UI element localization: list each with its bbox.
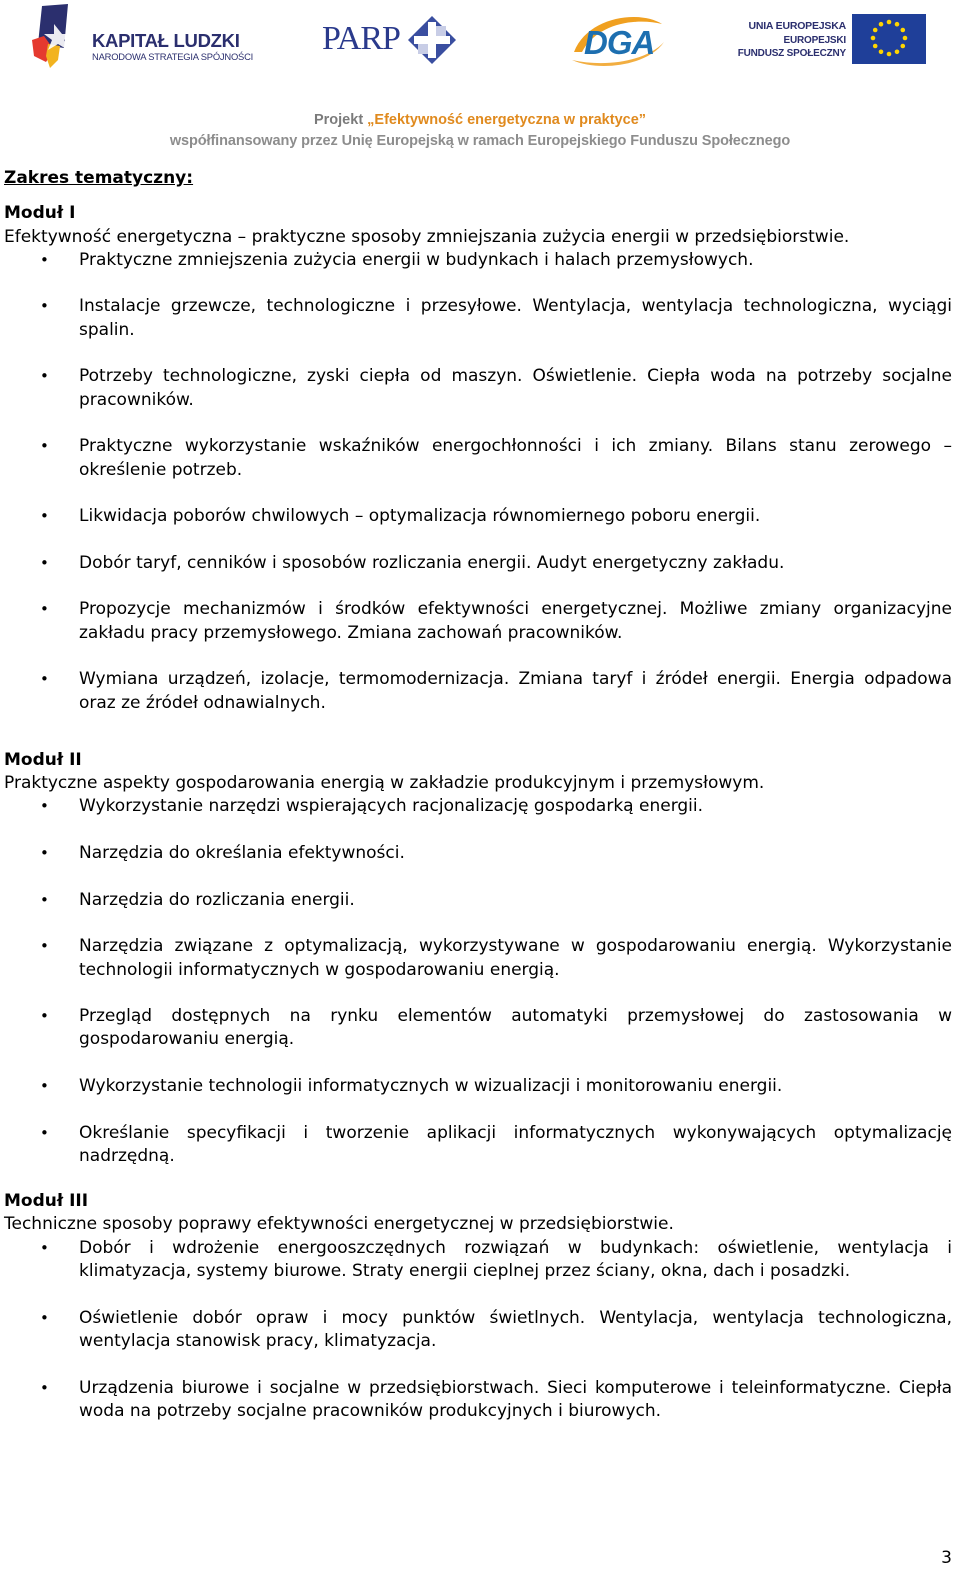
list-item bbox=[4, 935, 952, 982]
list-item-text: Praktyczne wykorzystanie wskaźników energochłonności i ich zmiany. Bilans stanu zerowego – określenie potrzeb. bbox=[79, 436, 952, 480]
bullet-icon: • bbox=[40, 670, 49, 689]
section-title: Zakres tematyczny: bbox=[4, 168, 194, 188]
bullet-icon: • bbox=[40, 250, 49, 269]
bullet-icon: • bbox=[40, 1378, 49, 1397]
module-3-title: Moduł III bbox=[4, 1191, 89, 1212]
list-item bbox=[4, 249, 952, 272]
bullet-icon: • bbox=[40, 890, 49, 909]
cofinancing-note: współfinansowany przez Unię Europejską w ramach Europejskiego Funduszu Społecznego bbox=[169, 133, 791, 149]
document-body bbox=[4, 167, 952, 1423]
list-item-text: Narzędzia do określania efektywności. bbox=[79, 843, 405, 864]
parp-wordmark: PARP bbox=[322, 20, 400, 57]
bullet-icon: • bbox=[40, 844, 49, 863]
list-item bbox=[4, 1122, 952, 1169]
parp-logo bbox=[322, 14, 462, 66]
list-item-text: Przegląd dostępnych na rynku elementów automatyki przemysłowej do zastosowania w gospodarowaniu energią. bbox=[79, 1006, 952, 1050]
list-item-text: Oświetlenie dobór opraw i mocy punktów świetlnych. Wentylacja, wentylacja technologiczna, wentylacja stanowisk pracy, klimatyzacja. bbox=[79, 1307, 952, 1351]
bullet-icon: • bbox=[40, 1308, 49, 1327]
list-item-text: Wykorzystanie technologii informatycznych w wizualizacji i monitorowaniu energii. bbox=[79, 1075, 783, 1096]
list-item-text: Urządzenia biurowe i socjalne w przedsiębiorstwach. Sieci komputerowe i teleinformatyczne. Ciepła woda na potrzeby socjalne pracowników produkcyjnych i biurowych. bbox=[79, 1377, 952, 1421]
list-item-text: Potrzeby technologiczne, zyski ciepła od maszyn. Oświetlenie. Ciepła woda na potrzeby socjalne pracowników. bbox=[79, 366, 952, 410]
list-item bbox=[4, 795, 952, 818]
module-2-title: Moduł II bbox=[4, 749, 82, 770]
list-item bbox=[4, 505, 952, 528]
kapital-ludzki-title: KAPITAŁ LUDZKI bbox=[92, 30, 240, 51]
list-item bbox=[4, 1005, 952, 1052]
list-item bbox=[4, 1377, 952, 1424]
list-item bbox=[4, 598, 952, 645]
list-item bbox=[4, 842, 952, 865]
eu-line-1: UNIA EUROPEJSKA bbox=[748, 20, 846, 32]
list-item-text: Instalacje grzewcze, technologiczne i przesyłowe. Wentylacja, wentylacja technologiczna, wyciągi spalin. bbox=[79, 296, 952, 340]
eu-logo bbox=[737, 14, 926, 66]
dga-logo bbox=[568, 12, 668, 70]
module-1-list bbox=[4, 249, 952, 715]
list-item-text: Określanie specyfikacji i tworzenie aplikacji informatycznych wykonywających optymalizację nadrzędną. bbox=[79, 1122, 952, 1166]
bullet-icon: • bbox=[40, 1076, 49, 1095]
module-3 bbox=[4, 1190, 952, 1423]
list-item bbox=[4, 295, 952, 342]
list-item-text: Wykorzystanie narzędzi wspierających racjonalizację gospodarką energii. bbox=[79, 796, 704, 817]
bullet-icon: • bbox=[40, 367, 49, 386]
parp-cross-icon bbox=[406, 14, 458, 66]
list-item bbox=[4, 365, 952, 412]
module-3-list bbox=[4, 1237, 952, 1423]
list-item bbox=[4, 1237, 952, 1284]
module-2 bbox=[4, 749, 952, 1168]
kapital-ludzki-logo bbox=[28, 4, 260, 74]
list-item-text: Dobór taryf, cenników i sposobów rozliczania energii. Audyt energetyczny zakładu. bbox=[79, 552, 785, 573]
dga-wordmark: DGA bbox=[584, 24, 655, 61]
module-2-list bbox=[4, 795, 952, 1168]
list-item bbox=[4, 1075, 952, 1098]
list-item-text: Praktyczne zmniejszenia zużycia energii w budynkach i halach przemysłowych. bbox=[79, 249, 754, 270]
list-item bbox=[4, 889, 952, 912]
bullet-icon: • bbox=[40, 1123, 49, 1142]
eu-line-2: EUROPEJSKI bbox=[783, 35, 846, 46]
module-3-intro: Techniczne sposoby poprawy efektywności energetycznej w przedsiębiorstwie. bbox=[4, 1214, 674, 1235]
module-1-title: Moduł I bbox=[4, 203, 76, 224]
bullet-icon: • bbox=[40, 297, 49, 316]
list-item bbox=[4, 435, 952, 482]
project-prefix: Projekt bbox=[313, 112, 368, 128]
list-item-text: Dobór i wdrożenie energooszczędnych rozwiązań w budynkach: oświetlenie, wentylacja i klimatyzacja, systemy biurowe. Straty energii cieplnej przez ściany, okna, dach i posadzki. bbox=[79, 1237, 952, 1282]
bullet-icon: • bbox=[40, 600, 49, 619]
eu-line-3: FUNDUSZ SPOŁECZNY bbox=[737, 48, 846, 59]
bullet-icon: • bbox=[40, 1007, 49, 1026]
page-number: 3 bbox=[941, 1548, 952, 1568]
list-item bbox=[4, 1307, 952, 1354]
list-item-text: Likwidacja poborów chwilowych – optymalizacja równomiernego poboru energii. bbox=[79, 506, 761, 527]
kapital-ludzki-subtitle: NARODOWA STRATEGIA SPÓJNOŚCI bbox=[92, 51, 254, 62]
list-item bbox=[4, 552, 952, 575]
project-title bbox=[0, 112, 960, 128]
kapital-ludzki-star-icon bbox=[28, 4, 90, 74]
eu-flag-icon bbox=[852, 14, 926, 64]
list-item-text: Propozycje mechanizmów i środków efektywności energetycznej. Możliwe zmiany organizacyjne zakładu pracy przemysłowego. Zmiana zachowań pracowników. bbox=[79, 599, 952, 643]
bullet-icon: • bbox=[40, 1238, 49, 1257]
bullet-icon: • bbox=[40, 937, 49, 956]
module-1-intro: Efektywność energetyczna – praktyczne sposoby zmniejszania zużycia energii w przedsiębiorstwie. bbox=[4, 226, 850, 247]
bullet-icon: • bbox=[40, 797, 49, 816]
bullet-icon: • bbox=[40, 507, 49, 526]
module-1 bbox=[4, 202, 952, 715]
module-2-intro: Praktyczne aspekty gospodarowania energią w zakładzie produkcyjnym i przemysłowym. bbox=[4, 773, 765, 794]
list-item-text: Wymiana urządzeń, izolacje, termomodernizacja. Zmiana taryf i źródeł energii. Energia odpadowa oraz ze źródeł odnawialnych. bbox=[79, 669, 952, 713]
list-item-text: Narzędzia związane z optymalizacją, wykorzystywane w gospodarowaniu energią. Wykorzystanie technologii informatycznych w gospodarowaniu energią. bbox=[79, 936, 952, 980]
bullet-icon: • bbox=[40, 553, 49, 572]
list-item-text: Narzędzia do rozliczania energii. bbox=[79, 889, 355, 910]
project-name: „Efektywność energetyczna w praktyce” bbox=[367, 112, 647, 128]
list-item bbox=[4, 668, 952, 715]
bullet-icon: • bbox=[40, 437, 49, 456]
